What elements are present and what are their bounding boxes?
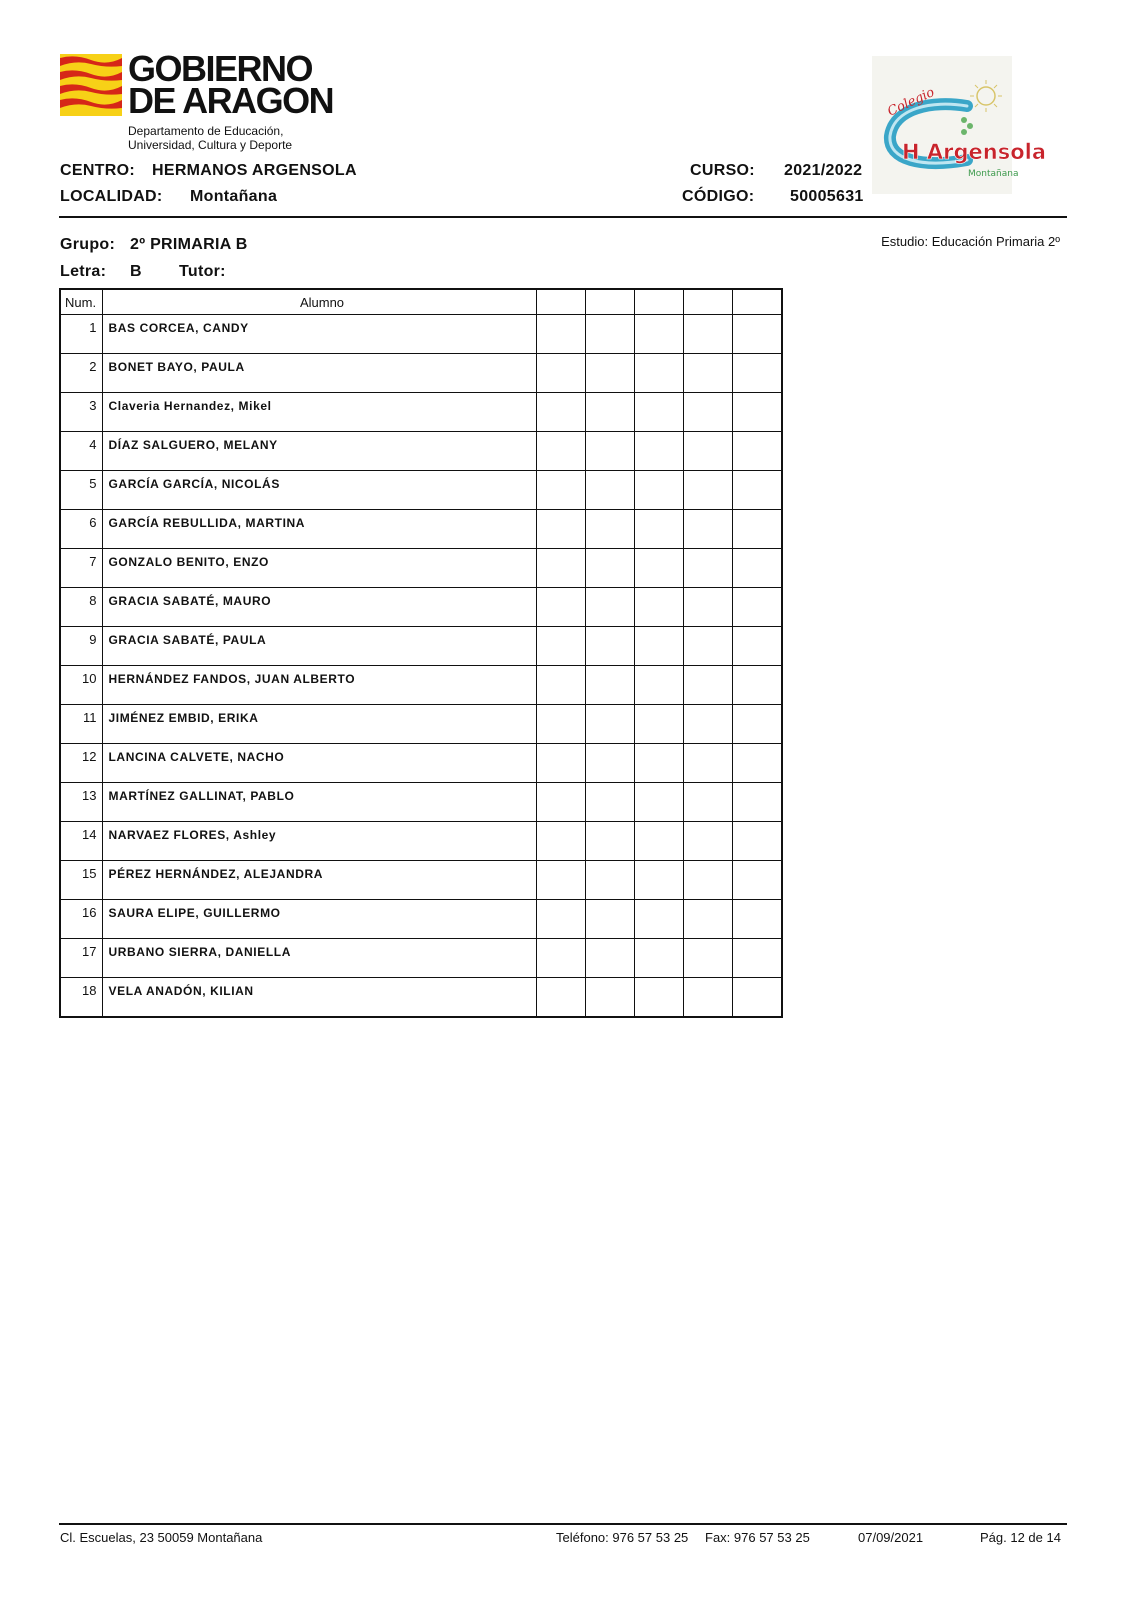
table-row [60,705,782,744]
table-row [60,549,782,588]
blank-cell [536,861,585,900]
table-row [60,588,782,627]
tutor-label: Tutor: [179,263,226,280]
blank-cell [683,471,732,510]
blank-cell [683,939,732,978]
student-number: 12 [60,744,102,783]
blank-cell [732,978,782,1018]
student-name: NARVAEZ FLORES, Ashley [102,822,536,861]
blank-cell [732,393,782,432]
blank-cell [683,705,732,744]
aragon-flag-icon [60,54,122,116]
student-number: 7 [60,549,102,588]
blank-cell [585,900,634,939]
blank-cell [536,432,585,471]
student-number: 1 [60,315,102,354]
student-name: GONZALO BENITO, ENZO [102,549,536,588]
table-row [60,315,782,354]
blank-cell [683,588,732,627]
blank-cell [732,861,782,900]
codigo-label: CÓDIGO: [682,188,755,205]
codigo-value: 50005631 [790,188,864,205]
table-row [60,510,782,549]
blank-cell [536,744,585,783]
footer-phone: Teléfono: 976 57 53 25 [556,1530,689,1545]
student-number: 14 [60,822,102,861]
student-name: LANCINA CALVETE, NACHO [102,744,536,783]
blank-cell [585,354,634,393]
localidad-value: Montañana [190,188,278,205]
blank-cell [536,510,585,549]
blank-cell [732,549,782,588]
blank-cell [634,666,683,705]
blank-cell [732,471,782,510]
blank-cell [732,588,782,627]
table-row [60,666,782,705]
footer-address: Cl. Escuelas, 23 50059 Montañana [60,1530,263,1545]
grupo-value: 2º PRIMARIA B [130,236,248,253]
student-name: Claveria Hernandez, Mikel [102,393,536,432]
table-row [60,939,782,978]
blank-cell [585,627,634,666]
blank-cell [634,822,683,861]
column-alumno-header: Alumno [102,289,536,315]
blank-cell [732,900,782,939]
student-name: PÉREZ HERNÁNDEZ, ALEJANDRA [102,861,536,900]
curso-value: 2021/2022 [784,162,863,179]
student-number: 13 [60,783,102,822]
blank-cell [585,315,634,354]
logo-line-2: DE ARAGON [128,80,334,121]
blank-cell [634,939,683,978]
blank-cell [536,900,585,939]
blank-cell [732,822,782,861]
column-num-header: Num. [60,289,102,315]
blank-cell [732,744,782,783]
student-number: 15 [60,861,102,900]
student-name: DÍAZ SALGUERO, MELANY [102,432,536,471]
blank-cell [585,510,634,549]
blank-column-header [634,289,683,315]
blank-cell [634,627,683,666]
blank-cell [732,432,782,471]
table-row [60,822,782,861]
student-name: GRACIA SABATÉ, PAULA [102,627,536,666]
school-logo [872,56,1047,194]
centro-label: CENTRO: [60,162,135,179]
blank-cell [585,744,634,783]
student-name: BAS CORCEA, CANDY [102,315,536,354]
student-number: 18 [60,978,102,1018]
blank-cell [536,627,585,666]
blank-cell [683,861,732,900]
blank-cell [634,744,683,783]
logo-department-1: Departamento de Educación, [128,124,284,138]
blank-cell [683,393,732,432]
blank-cell [585,588,634,627]
school-logo-top: Colegio [885,84,937,120]
table-row [60,783,782,822]
blank-cell [536,588,585,627]
student-name: URBANO SIERRA, DANIELLA [102,939,536,978]
blank-cell [634,354,683,393]
centro-value: HERMANOS ARGENSOLA [152,162,357,179]
student-name: GRACIA SABATÉ, MAURO [102,588,536,627]
blank-cell [732,354,782,393]
blank-cell [585,783,634,822]
blank-cell [536,705,585,744]
blank-cell [683,432,732,471]
student-number: 16 [60,900,102,939]
blank-cell [683,978,732,1018]
blank-cell [585,705,634,744]
student-number: 9 [60,627,102,666]
blank-cell [683,783,732,822]
student-number: 10 [60,666,102,705]
student-number: 4 [60,432,102,471]
blank-cell [585,939,634,978]
student-name: VELA ANADÓN, KILIAN [102,978,536,1018]
blank-cell [585,861,634,900]
blank-cell [732,510,782,549]
blank-cell [536,822,585,861]
blank-cell [634,900,683,939]
blank-cell [683,744,732,783]
footer-divider [59,1523,1067,1525]
table-row [60,471,782,510]
table-row [60,393,782,432]
estudio-label: Estudio: Educación Primaria 2º [881,234,1060,249]
blank-cell [683,900,732,939]
blank-column-header [536,289,585,315]
blank-cell [683,627,732,666]
blank-cell [536,471,585,510]
student-name: SAURA ELIPE, GUILLERMO [102,900,536,939]
table-row [60,978,782,1018]
student-number: 8 [60,588,102,627]
blank-cell [536,393,585,432]
student-name: JIMÉNEZ EMBID, ERIKA [102,705,536,744]
blank-cell [683,549,732,588]
blank-column-header [732,289,782,315]
localidad-label: LOCALIDAD: [60,188,163,205]
blank-cell [732,939,782,978]
student-name: HERNÁNDEZ FANDOS, JUAN ALBERTO [102,666,536,705]
blank-cell [585,666,634,705]
blank-cell [634,588,683,627]
student-name: MARTÍNEZ GALLINAT, PABLO [102,783,536,822]
footer-date: 07/09/2021 [858,1530,924,1545]
student-number: 17 [60,939,102,978]
table-header-row [60,289,782,315]
blank-cell [536,549,585,588]
school-logo-name: H Argensola [902,140,1047,164]
blank-cell [536,666,585,705]
logo-department-2: Universidad, Cultura y Deporte [128,138,293,152]
blank-cell [634,861,683,900]
gobierno-aragon-logo [60,48,350,154]
student-number: 5 [60,471,102,510]
blank-cell [585,432,634,471]
logo-line-1: GOBIERNO [128,48,313,89]
table-row [60,627,782,666]
blank-cell [732,705,782,744]
header-divider [59,216,1067,218]
blank-cell [536,354,585,393]
students-table [59,288,783,1018]
blank-cell [732,627,782,666]
school-logo-place: Montañana [968,169,1019,179]
blank-cell [536,783,585,822]
student-number: 3 [60,393,102,432]
blank-cell [634,549,683,588]
footer-page: Pág. 12 de 14 [980,1530,1061,1545]
student-number: 2 [60,354,102,393]
table-row [60,861,782,900]
blank-column-header [585,289,634,315]
blank-cell [536,315,585,354]
blank-cell [585,978,634,1018]
table-row [60,432,782,471]
letra-label: Letra: [60,263,107,280]
footer-fax: Fax: 976 57 53 25 [705,1530,810,1545]
blank-cell [634,510,683,549]
blank-cell [585,822,634,861]
student-name: BONET BAYO, PAULA [102,354,536,393]
blank-cell [585,471,634,510]
blank-cell [634,393,683,432]
blank-cell [732,315,782,354]
blank-column-header [683,289,732,315]
blank-cell [536,978,585,1018]
school-logo-graphic [872,56,1047,194]
student-number: 11 [60,705,102,744]
blank-cell [585,393,634,432]
blank-cell [536,939,585,978]
blank-cell [683,315,732,354]
blank-cell [634,783,683,822]
grupo-label: Grupo: [60,236,116,253]
blank-cell [683,354,732,393]
student-name: GARCÍA REBULLIDA, MARTINA [102,510,536,549]
blank-cell [683,510,732,549]
blank-cell [634,705,683,744]
blank-cell [732,783,782,822]
table-row [60,744,782,783]
blank-cell [732,666,782,705]
table-row [60,900,782,939]
student-name: GARCÍA GARCÍA, NICOLÁS [102,471,536,510]
blank-cell [634,471,683,510]
blank-cell [683,666,732,705]
letra-value: B [130,263,142,280]
blank-cell [634,315,683,354]
blank-cell [585,549,634,588]
table-row [60,354,782,393]
blank-cell [683,822,732,861]
curso-label: CURSO: [690,162,755,179]
blank-cell [634,978,683,1018]
blank-cell [634,432,683,471]
student-number: 6 [60,510,102,549]
